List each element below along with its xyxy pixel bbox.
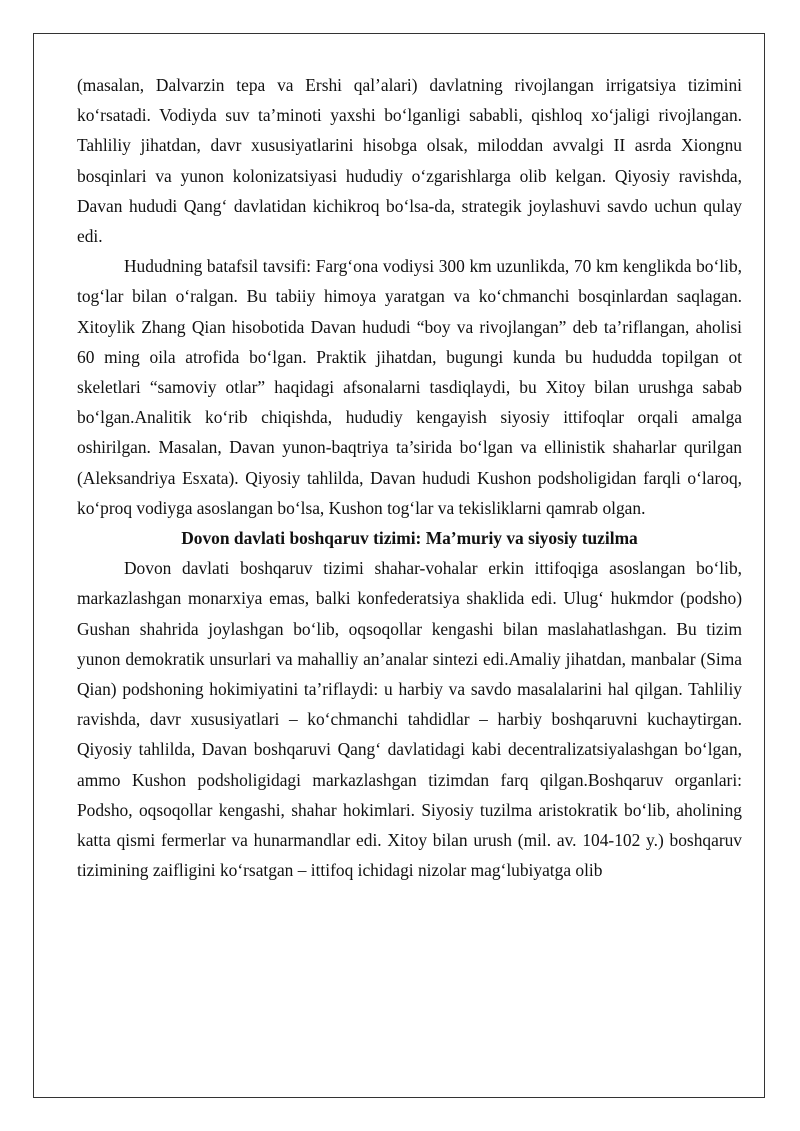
document-body <box>77 70 742 885</box>
paragraph-continuation: (masalan, Dalvarzin tepa va Ershi qal’alari) davlatning rivojlangan irrigatsiya tizimini ko‘rsatadi. Vodiyda suv ta’minoti yaxshi bo‘lganligi sababli, qishloq xo‘jaligi rivojlangan. Tahliliy jihatdan, davr xususiyatlarini hisobga olsak, miloddan avvalgi II asrda Xiongnu bosqinlari va yunon kolonizatsiyasi hududiy o‘zgarishlarga olib kelgan. Qiyosiy ravishda, Davan hududi Qang‘ davlatidan kichikroq bo‘lsa-da, strategik joylashuvi savdo uchun qulay edi. <box>77 75 742 247</box>
paragraph-governance: Dovon davlati boshqaruv tizimi shahar-vohalar erkin ittifoqiga asoslangan bo‘lib, markazlashgan monarxiya emas, balki konfederatsiya shaklida edi. Ulug‘ hukmdor (podsho) Gushan shahrida joylashgan bo‘lib, oqsoqollar kengashi bilan maslahatlashgan. Bu tizim yunon demokratik unsurlari va mahalliy an’analar sintezi edi.Amaliy jihatdan, manbalar (Sima Qian) podshoning hokimiyatini ta’riflaydi: u harbiy va savdo masalalarini hal qilgan. Tahliliy ravishda, davr xususiyatlari – ko‘chmanchi tahdidlar – harbiy boshqaruvni kuchaytirgan. Qiyosiy tahlilda, Davan boshqaruvi Qang‘ davlatidagi kabi decentralizatsiyalashgan bo‘lgan, ammo Kushon podsholigidagi markazlashgan tizimdan farq qilgan.Boshqaruv organlari: Podsho, oqsoqollar kengashi, shahar hokimlari. Siyosiy tuzilma aristokratik bo‘lib, aholining katta qismi fermerlar va hunarmandlar edi. Xitoy bilan urush (mil. av. 104-102 y.) boshqaruv tizimining zaifligini ko‘rsatgan – ittifoq ichidagi nizolar mag‘lubiyatga olib <box>77 558 742 881</box>
section-heading: Dovon davlati boshqaruv tizimi: Ma’muriy va siyosiy tuzilma <box>181 528 638 549</box>
paragraph-territory-description: Hududning batafsil tavsifi: Farg‘ona vodiysi 300 km uzunlikda, 70 km kenglikda bo‘lib, tog‘lar bilan o‘ralgan. Bu tabiiy himoya yaratgan va ko‘chmanchi bosqinlardan saqlagan. Xitoylik Zhang Qian hisobotida Davan hududi “boy va rivojlangan” deb ta’riflangan, aholisi 60 ming oila atrofida bo‘lgan. Praktik jihatdan, bugungi kunda bu hududda topilgan ot skeletlari “samoviy otlar” haqidagi afsonalarni tasdiqlaydi, bu Xitoy bilan urushga sabab bo‘lgan.Analitik ko‘rib chiqishda, hududiy kengayish siyosiy ittifoqlar orqali amalga oshirilgan. Masalan, Davan yunon-baqtriya ta’sirida bo‘lgan va ellinistik shaharlar qurilgan (Aleksandriya Esxata). Qiyosiy tahlilda, Davan hududi Kushon podsholigidan farqli o‘laroq, ko‘proq vodiyga asoslangan bo‘lsa, Kushon tog‘lar va tekisliklarni qamrab olgan. <box>77 256 742 518</box>
